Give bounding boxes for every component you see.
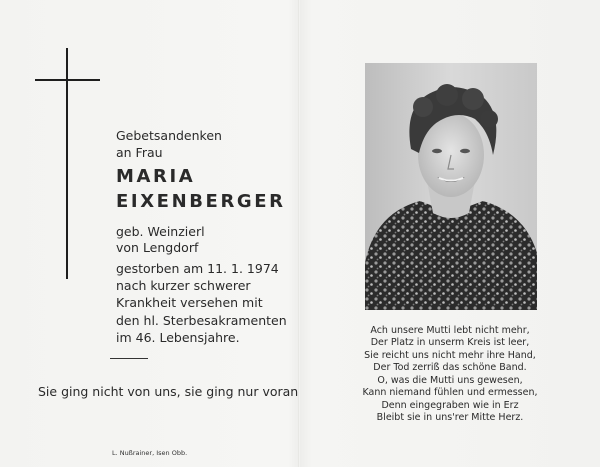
poem-line: Denn eingegraben wie in Erz (381, 399, 519, 411)
printer-credit: L. Nußrainer, Isen Obb. (112, 449, 188, 457)
poem-line: Der Platz in unserm Kreis ist leer, (370, 337, 530, 349)
poem-line: Ach unsere Mutti lebt nicht mehr, (370, 325, 530, 336)
death-line: nach kurzer schwerer (116, 278, 251, 294)
maiden-name: geb. Weinzierl (116, 224, 205, 239)
portrait-photo (365, 63, 537, 310)
heading (116, 127, 222, 161)
first-name: MARIA (116, 166, 196, 187)
divider (110, 358, 148, 359)
last-name: EIXENBERGER (116, 191, 286, 212)
death-notice (116, 260, 287, 346)
poem-line: Sie reicht uns nicht mehr ihre Hand, (364, 349, 536, 361)
death-line: im 46. Lebensjahre. (116, 329, 240, 345)
poem-line: Bleibt sie in uns'rer Mitte Herz. (376, 411, 524, 423)
heading-line-2: an Frau (116, 145, 163, 160)
hometown: von Lengdorf (116, 240, 199, 255)
poem-line: O, was die Mutti uns gewesen, (377, 375, 523, 386)
closing-line: Sie ging nicht von uns, sie ging nur voran (38, 384, 299, 399)
poem-line: Kann niemand fühlen und ermessen, (362, 387, 538, 399)
poem-stanza-1 (330, 325, 570, 374)
death-line: den hl. Sterbesakramenten (116, 312, 287, 328)
cross-icon (66, 48, 68, 279)
death-line: Krankheit versehen mit (116, 295, 263, 311)
heading-line-1: Gebetsandenken (116, 128, 222, 143)
death-line: gestorben am 11. 1. 1974 (116, 261, 279, 276)
poem-stanza-2 (330, 375, 570, 424)
poem-line: Der Tod zerriß das schöne Band. (373, 361, 527, 373)
card-fold (298, 0, 300, 467)
origin (116, 224, 205, 256)
cross-icon-bar (35, 79, 100, 81)
